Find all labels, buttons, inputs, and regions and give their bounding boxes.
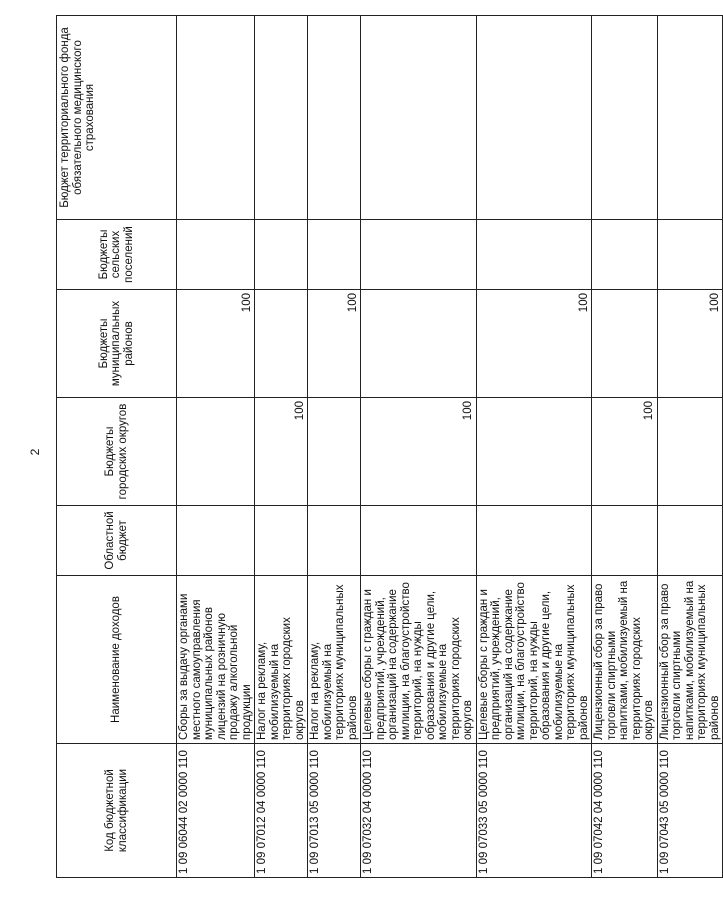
cell-rural — [308, 220, 361, 290]
cell-municipal: 100 — [657, 290, 723, 398]
cell-rural — [177, 220, 255, 290]
cell-code: 1 09 07033 05 0000 110 — [476, 744, 592, 878]
cell-fund — [255, 16, 308, 220]
cell-name: Целевые сборы с граждан и предприятий, учреждений, организаций на содержание милиции, на благоустройство территорий, на нужды образования и другие цели, мобилизуемые на территориях муниципальных районов — [476, 576, 592, 744]
cell-code: 1 09 07012 04 0000 110 — [255, 744, 308, 878]
cell-code: 1 09 07013 05 0000 110 — [308, 744, 361, 878]
cell-rural — [361, 220, 477, 290]
table-row — [255, 16, 308, 878]
cell-regional — [177, 506, 255, 576]
cell-regional — [361, 506, 477, 576]
cell-city — [308, 398, 361, 506]
cell-rural — [592, 220, 658, 290]
cell-municipal: 100 — [177, 290, 255, 398]
cell-city: 100 — [361, 398, 477, 506]
cell-municipal: 100 — [476, 290, 592, 398]
cell-fund — [177, 16, 255, 220]
cell-municipal: 100 — [308, 290, 361, 398]
cell-code: 1 09 07042 04 0000 110 — [592, 744, 658, 878]
cell-code: 1 09 07043 05 0000 110 — [657, 744, 723, 878]
cell-regional — [592, 506, 658, 576]
cell-city: 100 — [255, 398, 308, 506]
cell-rural — [255, 220, 308, 290]
cell-code: 1 09 07032 04 0000 110 — [361, 744, 477, 878]
table-row — [476, 16, 592, 878]
header-code: Код бюджетной классификации — [57, 744, 177, 878]
header-regional: Областной бюджет — [57, 506, 177, 576]
cell-name: Лицензионный сбор за право торговли спиртными напитками, мобилизуемый на территориях городских округов — [592, 576, 658, 744]
cell-municipal — [361, 290, 477, 398]
cell-municipal — [255, 290, 308, 398]
header-fund: Бюджет территориального фонда обязательного медицинского страхования — [57, 16, 177, 220]
cell-city — [476, 398, 592, 506]
cell-rural — [476, 220, 592, 290]
cell-rural — [657, 220, 723, 290]
cell-municipal — [592, 290, 658, 398]
header-name: Наименование доходов — [57, 576, 177, 744]
rotated-table-container — [56, 16, 721, 878]
table-row — [657, 16, 723, 878]
table-row — [177, 16, 255, 878]
cell-name: Целевые сборы с граждан и предприятий, учреждений, организаций на содержание милиции, на благоустройство территорий, на нужды образования и другие цели, мобилизуемые на территориях городских округов — [361, 576, 477, 744]
header-rural: Бюджеты сельских поселений — [57, 220, 177, 290]
cell-fund — [657, 16, 723, 220]
cell-name: Лицензионный сбор за право торговли спиртными напитками, мобилизуемый на территориях муниципальных районов — [657, 576, 723, 744]
cell-regional — [476, 506, 592, 576]
table-header-row — [57, 16, 177, 878]
cell-name: Налог на рекламу, мобилизуемый на территориях муниципальных районов — [308, 576, 361, 744]
header-municipal: Бюджеты муниципальных районов — [57, 290, 177, 398]
page-number: 2 — [28, 448, 42, 456]
table-row — [308, 16, 361, 878]
cell-city — [657, 398, 723, 506]
cell-regional — [308, 506, 361, 576]
cell-name: Сборы за выдачу органами местного самоуправления муниципальных районов лицензий на розничную продажу алкогольной продукции — [177, 576, 255, 744]
cell-fund — [476, 16, 592, 220]
table-row — [592, 16, 658, 878]
cell-fund — [361, 16, 477, 220]
cell-code: 1 09 06044 02 0000 110 — [177, 744, 255, 878]
cell-regional — [255, 506, 308, 576]
revenue-distribution-table — [56, 15, 723, 878]
cell-regional — [657, 506, 723, 576]
cell-city — [177, 398, 255, 506]
cell-name: Налог на рекламу, мобилизуемый на территориях городских округов — [255, 576, 308, 744]
table-row — [361, 16, 477, 878]
cell-fund — [592, 16, 658, 220]
cell-fund — [308, 16, 361, 220]
cell-city: 100 — [592, 398, 658, 506]
header-city: Бюджеты городских округов — [57, 398, 177, 506]
